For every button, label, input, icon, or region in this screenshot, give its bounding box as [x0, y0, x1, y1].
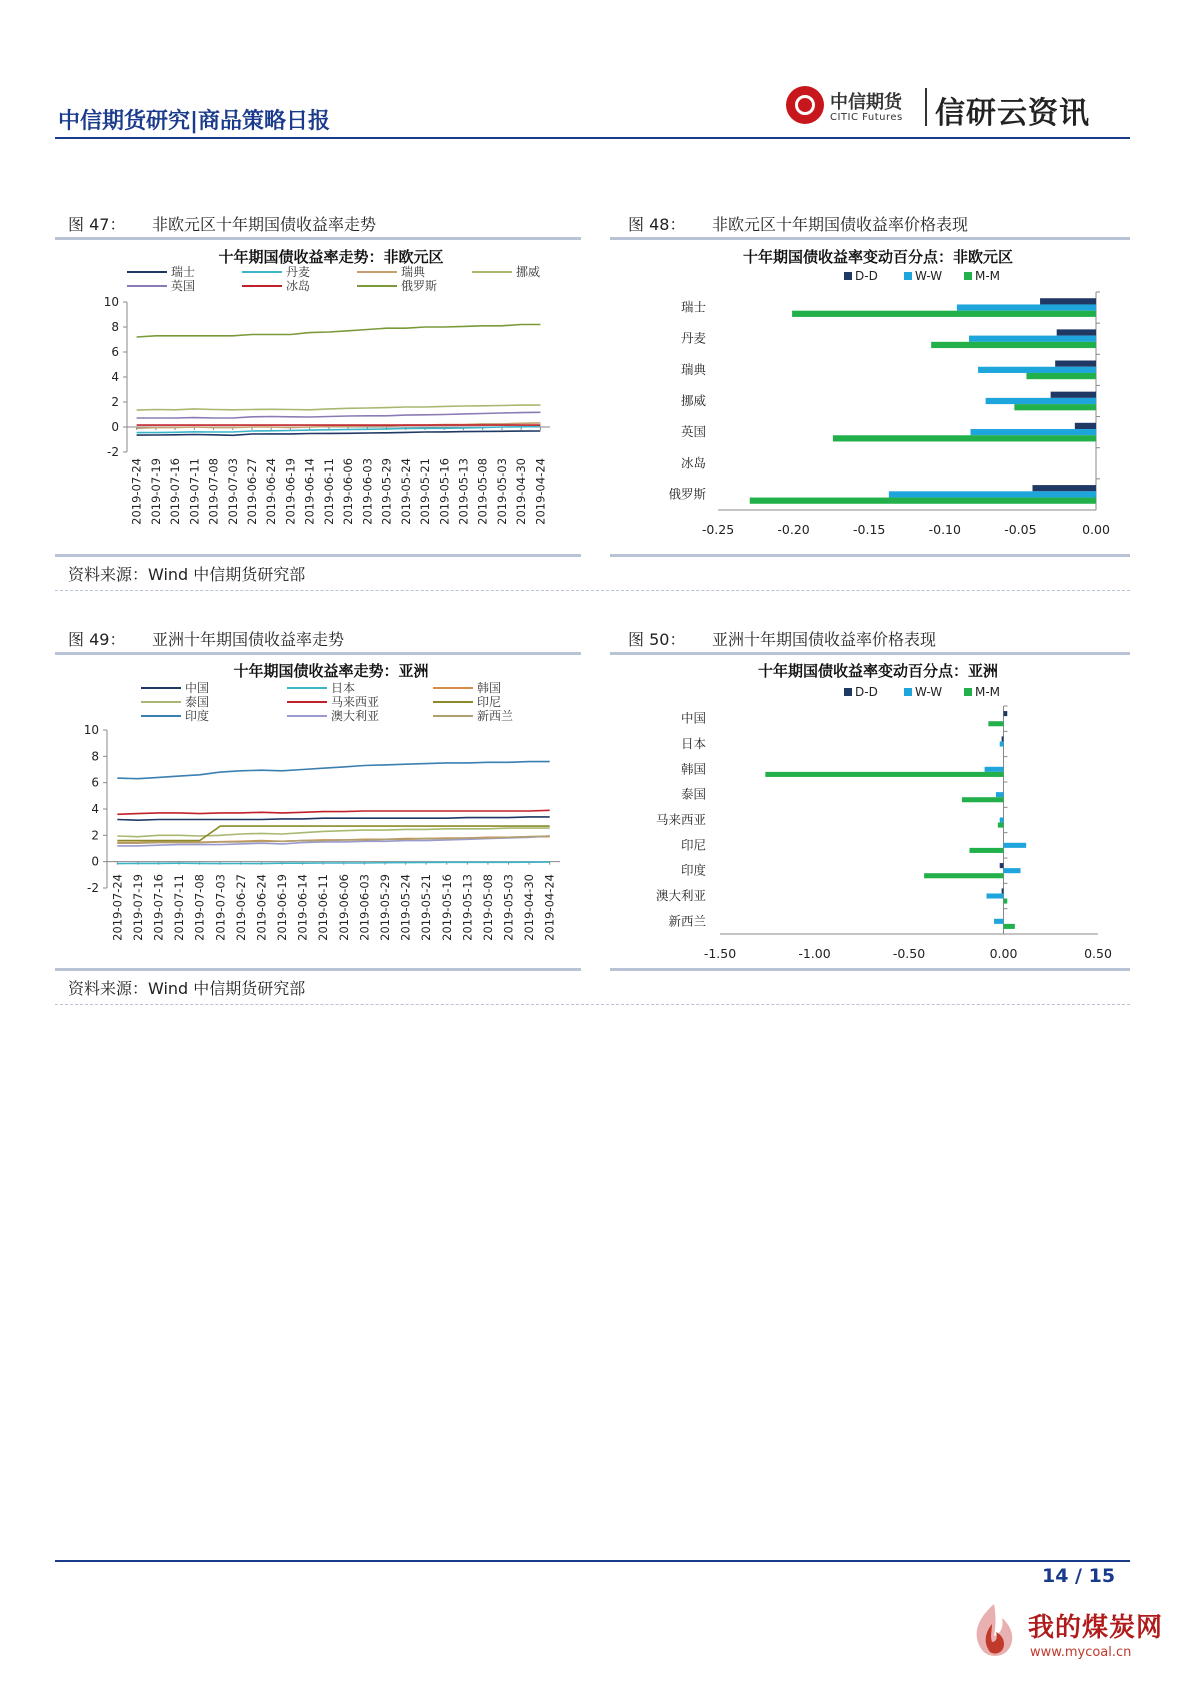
x-tick-label: 2019-05-13 — [460, 874, 475, 941]
page-number: 14 / 15 — [1042, 1565, 1116, 1587]
bar — [1000, 741, 1004, 746]
category-label: 印尼 — [680, 837, 706, 853]
bar — [986, 893, 1003, 898]
legend-label: D-D — [855, 269, 878, 283]
figure-49-caption — [68, 627, 344, 650]
figure-48-caption — [628, 212, 968, 235]
category-label: 韩国 — [680, 761, 706, 777]
chart-nonez-yield-change — [610, 242, 1130, 554]
x-tick-label: 2019-07-08 — [192, 874, 207, 941]
legend-swatch — [844, 688, 852, 696]
category-label: 英国 — [680, 424, 706, 440]
category-label: 冰岛 — [680, 455, 706, 471]
x-tick-label: 2019-05-24 — [398, 458, 413, 525]
legend-label: D-D — [855, 685, 878, 699]
x-tick-label: 2019-07-08 — [206, 458, 221, 525]
x-tick-label: -0.50 — [892, 946, 926, 961]
x-tick-label: 0.00 — [1082, 522, 1110, 537]
chart-asia-yield-trend — [55, 656, 581, 968]
x-tick-label: 2019-05-13 — [456, 458, 471, 525]
legend-swatch — [904, 688, 912, 696]
legend-label: 俄罗斯 — [401, 279, 438, 293]
x-tick-label: 2019-04-30 — [522, 874, 537, 941]
x-tick-label: -1.50 — [703, 946, 737, 961]
bar — [931, 342, 1096, 348]
x-tick-label: 2019-06-06 — [336, 874, 351, 941]
bar — [1032, 485, 1096, 491]
watermark-text: 我的煤炭网 — [1028, 1613, 1164, 1643]
x-tick-label: 2019-06-19 — [283, 458, 298, 525]
caption-rule — [610, 237, 1130, 240]
category-label: 丹麦 — [680, 330, 706, 346]
bar — [765, 772, 1003, 777]
x-tick-label: 2019-07-03 — [225, 458, 240, 525]
x-tick-label: 2019-04-24 — [533, 458, 548, 525]
y-tick-label: 0 — [91, 854, 99, 869]
y-tick-label: 6 — [91, 775, 99, 790]
bar — [971, 429, 1096, 435]
category-label: 瑞士 — [680, 299, 706, 315]
legend-label: W-W — [915, 269, 943, 283]
bar — [792, 311, 1096, 317]
x-tick-label: 2019-05-24 — [398, 874, 413, 941]
x-tick-label: 2019-04-24 — [542, 874, 557, 941]
figure-number: 图 47： — [68, 215, 126, 234]
bar — [1004, 711, 1008, 716]
series-line — [137, 325, 541, 338]
category-label: 挪威 — [680, 393, 706, 408]
x-tick-label: 2019-07-19 — [130, 874, 145, 941]
series-line — [137, 412, 541, 418]
x-tick-label: 2019-05-08 — [475, 458, 490, 525]
y-tick-label: 8 — [91, 749, 99, 764]
y-tick-label: 2 — [91, 828, 99, 843]
legend-label: 印尼 — [477, 695, 502, 709]
x-tick-label: 2019-06-03 — [360, 458, 375, 525]
bar — [1040, 298, 1096, 304]
source-note: 资料来源：Wind 中信期货研究部 — [68, 979, 306, 998]
page-header-title: 中信期货研究|商品策略日报 — [58, 109, 331, 134]
chart-title: 十年期国债收益率变动百分点：非欧元区 — [742, 248, 1014, 266]
bar — [1004, 843, 1027, 848]
legend-label: 新西兰 — [477, 709, 514, 723]
x-tick-label: -0.05 — [1004, 522, 1037, 537]
legend-label: 瑞士 — [171, 265, 196, 279]
legend-label: 丹麦 — [286, 265, 311, 279]
bar — [969, 848, 1003, 853]
brand-name: 信研云资讯 — [935, 96, 1090, 131]
x-tick-label: -1.00 — [798, 946, 831, 961]
series-line — [117, 828, 549, 837]
y-tick-label: 6 — [111, 345, 119, 359]
x-tick-label: 2019-06-27 — [233, 874, 248, 941]
category-label: 澳大利亚 — [655, 888, 706, 903]
figure-title: 非欧元区十年期国债收益率价格表现 — [712, 215, 969, 234]
legend-swatch — [964, 272, 972, 280]
category-label: 瑞典 — [680, 361, 706, 377]
y-tick-label: 4 — [91, 802, 99, 816]
category-label: 新西兰 — [668, 913, 706, 929]
x-tick-label: 2019-07-16 — [168, 458, 183, 525]
bar — [969, 336, 1096, 342]
legend-label: 马来西亚 — [331, 695, 380, 709]
chart-bottom-rule — [610, 554, 1130, 557]
legend-label: 中国 — [185, 681, 210, 695]
y-tick-label: 4 — [111, 370, 119, 384]
x-tick-label: 2019-05-29 — [377, 874, 392, 941]
legend-label: 瑞典 — [401, 265, 426, 279]
bar — [1014, 404, 1096, 410]
y-tick-label: 2 — [111, 395, 119, 409]
series-line — [117, 862, 549, 864]
x-tick-label: 2019-07-24 — [129, 458, 144, 525]
x-tick-label: 2019-07-11 — [172, 874, 187, 941]
series-line — [117, 817, 549, 820]
bar — [1004, 868, 1021, 873]
x-tick-label: 2019-07-11 — [187, 458, 202, 525]
x-tick-label: 2019-06-24 — [264, 458, 279, 525]
figure-title: 非欧元区十年期国债收益率走势 — [152, 215, 377, 234]
legend-label: 冰岛 — [286, 279, 311, 293]
x-tick-label: 2019-05-03 — [501, 874, 516, 941]
bar — [750, 498, 1096, 504]
figure-47-caption — [68, 212, 376, 235]
legend-label: 澳大利亚 — [331, 709, 380, 723]
watermark-url: www.mycoal.cn — [1030, 1645, 1132, 1660]
y-tick-label: -2 — [107, 445, 119, 459]
x-tick-label: 2019-06-06 — [341, 458, 356, 525]
series-line — [137, 405, 541, 410]
legend-label: 英国 — [171, 279, 196, 293]
bar — [978, 367, 1096, 373]
x-tick-label: -0.10 — [928, 522, 961, 537]
x-tick-label: 0.00 — [989, 946, 1018, 961]
x-tick-label: -0.20 — [777, 522, 810, 537]
bar — [988, 721, 1003, 726]
legend-label: M-M — [975, 269, 1001, 283]
chart-bottom-rule — [55, 968, 581, 971]
bar — [1051, 392, 1096, 398]
bar — [996, 792, 1004, 797]
x-tick-label: 2019-05-16 — [439, 874, 454, 941]
bar — [985, 767, 1004, 772]
x-tick-label: 2019-06-11 — [316, 874, 331, 941]
bar — [924, 873, 1003, 878]
bar — [1057, 329, 1096, 335]
dashed-divider — [55, 590, 1130, 591]
bar — [1004, 899, 1008, 904]
header-rule — [55, 137, 1130, 139]
source-note: 资料来源：Wind 中信期货研究部 — [68, 565, 306, 584]
bar — [1055, 361, 1096, 367]
bar — [1000, 817, 1004, 822]
bar — [1002, 888, 1004, 893]
x-tick-label: 2019-05-08 — [480, 874, 495, 941]
legend-label: M-M — [975, 685, 1001, 699]
chart-title: 十年期国债收益率变动百分点：亚洲 — [757, 662, 999, 680]
x-tick-label: 2019-06-24 — [254, 874, 269, 941]
figure-number: 图 48： — [628, 215, 686, 234]
x-tick-label: 2019-04-30 — [514, 457, 529, 525]
legend-label: 日本 — [331, 681, 356, 695]
x-tick-label: 2019-07-03 — [213, 874, 228, 941]
x-tick-label: -0.25 — [701, 522, 735, 537]
legend-label: 印度 — [185, 709, 210, 723]
bar — [1004, 924, 1015, 929]
x-tick-label: 2019-05-16 — [437, 458, 452, 525]
x-tick-label: 2019-06-19 — [275, 874, 290, 941]
x-tick-label: 2019-06-14 — [295, 874, 310, 941]
chart-bottom-rule — [55, 554, 581, 557]
x-tick-label: 2019-07-19 — [148, 458, 163, 525]
bar — [986, 398, 1096, 404]
category-label: 泰国 — [680, 786, 706, 802]
caption-rule — [55, 237, 581, 240]
chart-bottom-rule — [610, 968, 1130, 971]
figure-number: 图 50： — [628, 630, 686, 649]
legend-swatch — [964, 688, 972, 696]
x-tick-label: 2019-07-16 — [151, 874, 166, 941]
category-label: 日本 — [680, 736, 706, 751]
y-tick-label: 0 — [111, 420, 119, 434]
citic-logo-icon — [786, 86, 824, 124]
bar — [1075, 423, 1096, 429]
x-tick-label: 2019-06-03 — [357, 874, 372, 941]
x-tick-label: -0.15 — [853, 522, 886, 537]
logo-cn-text: 中信期货 — [830, 92, 902, 113]
legend-swatch — [904, 272, 912, 280]
x-tick-label: 2019-06-14 — [302, 458, 317, 525]
logo-divider — [925, 88, 927, 126]
x-tick-label: 0.50 — [1084, 946, 1112, 961]
legend-label: 泰国 — [185, 695, 210, 709]
x-tick-label: 2019-05-21 — [419, 874, 434, 941]
y-tick-label: 10 — [83, 723, 99, 737]
y-tick-label: 10 — [103, 295, 119, 309]
caption-rule — [610, 652, 1130, 655]
y-tick-label: 8 — [111, 320, 119, 334]
bar — [889, 491, 1096, 497]
x-tick-label: 2019-05-21 — [418, 458, 433, 525]
bar — [998, 823, 1004, 828]
figure-title: 亚洲十年期国债收益率走势 — [152, 630, 345, 649]
figure-number: 图 49： — [68, 630, 126, 649]
bar — [1002, 736, 1004, 741]
bar — [1000, 863, 1004, 868]
logo-en-text: CITIC Futures — [830, 112, 903, 123]
category-label: 马来西亚 — [655, 812, 706, 827]
legend-label: 挪威 — [516, 265, 541, 279]
bar — [833, 435, 1096, 441]
category-label: 俄罗斯 — [668, 486, 706, 502]
y-tick-label: -2 — [87, 881, 99, 895]
flame-logo-icon — [966, 1600, 1022, 1660]
bar — [962, 797, 1004, 802]
dashed-divider — [55, 1004, 1130, 1005]
category-label: 中国 — [680, 710, 706, 726]
caption-rule — [55, 652, 581, 655]
category-label: 印度 — [680, 862, 706, 878]
figure-50-caption — [628, 627, 936, 650]
x-tick-label: 2019-07-24 — [110, 874, 125, 941]
x-tick-label: 2019-05-29 — [379, 458, 394, 525]
x-tick-label: 2019-06-11 — [321, 458, 336, 525]
chart-title: 十年期国债收益率走势：非欧元区 — [218, 248, 444, 266]
figure-title: 亚洲十年期国债收益率价格表现 — [712, 630, 937, 649]
x-tick-label: 2019-05-03 — [494, 458, 509, 525]
chart-title: 十年期国债收益率走势：亚洲 — [233, 662, 429, 680]
bar — [994, 919, 1003, 924]
chart-asia-yield-change — [610, 656, 1130, 968]
bar — [957, 304, 1096, 310]
bar — [1026, 373, 1096, 379]
footer-rule — [55, 1560, 1130, 1562]
series-line — [117, 762, 549, 779]
x-tick-label: 2019-06-27 — [244, 458, 259, 525]
legend-label: 韩国 — [477, 681, 502, 695]
legend-label: W-W — [915, 685, 943, 699]
series-line — [117, 810, 549, 814]
legend-swatch — [844, 272, 852, 280]
chart-nonez-yield-trend — [55, 242, 581, 554]
